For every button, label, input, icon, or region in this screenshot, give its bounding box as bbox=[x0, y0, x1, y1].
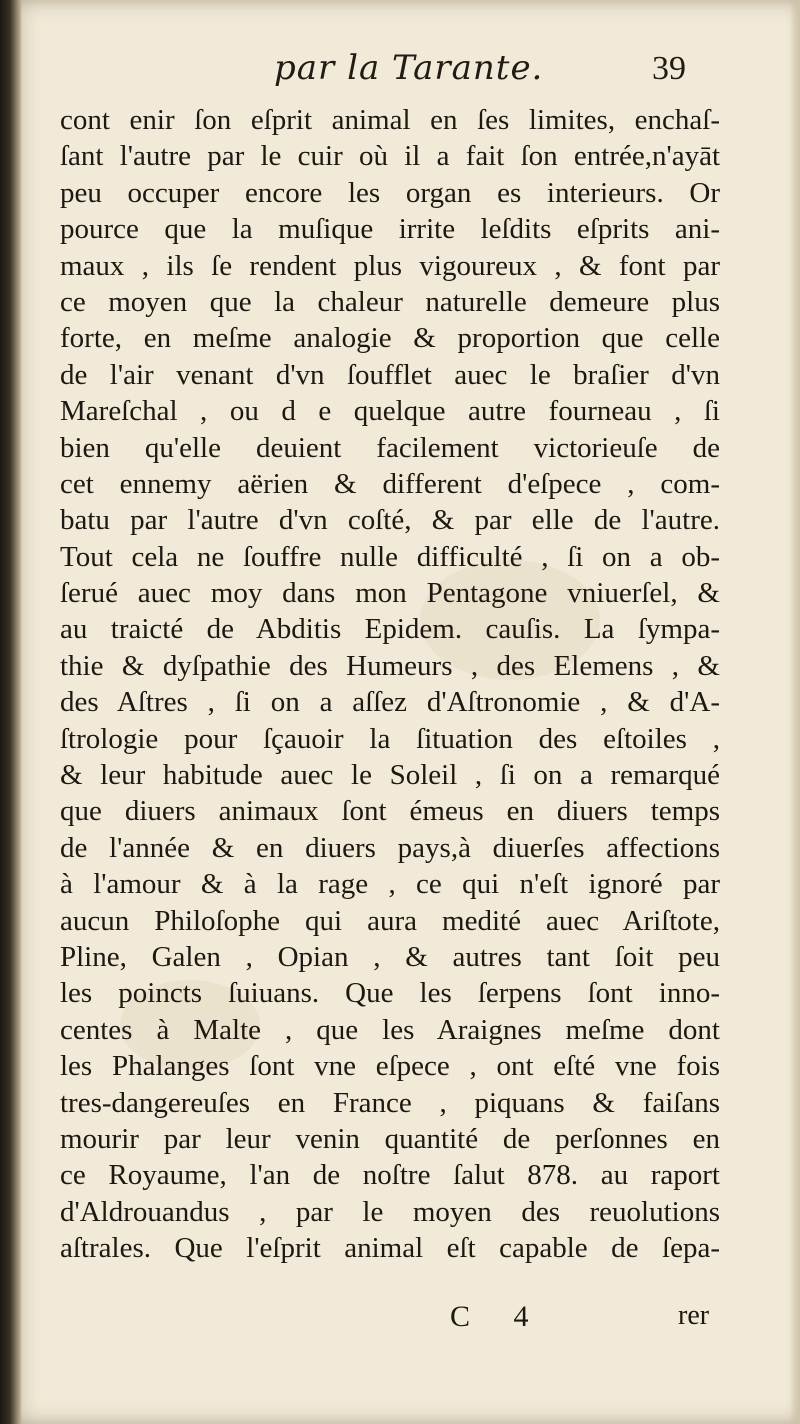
text-line: centes à Malte , que les Araignes meſme dont bbox=[60, 1013, 720, 1046]
text-line: pource que la muſique irrite leſdits eſprits ani- bbox=[60, 213, 720, 246]
text-line: peu occuper encore les organ es interieurs. Or bbox=[60, 176, 720, 209]
text-line: cont enir ſon eſprit animal en ſes limites, enchaſ- bbox=[60, 104, 720, 136]
catchword: rer bbox=[678, 1300, 710, 1331]
signature-mark: C 4 bbox=[450, 1300, 547, 1333]
text-line: ſant l'autre par le cuir où il a fait ſon entrée,n'ayāt bbox=[60, 140, 720, 173]
text-line: de l'année & en diuers pays,à diuerſes affections bbox=[60, 831, 720, 864]
text-line: ce Royaume, l'an de noſtre ſalut 878. au raport bbox=[60, 1159, 720, 1192]
text-line: cet ennemy aërien & different d'eſpece , com- bbox=[60, 467, 720, 500]
page-number: 39 bbox=[652, 50, 686, 87]
body-text bbox=[60, 102, 720, 1267]
text-line: ce moyen que la chaleur naturelle demeure plus bbox=[60, 285, 720, 318]
text-line: d'Aldrouandus , par le moyen des reuolutions bbox=[60, 1195, 720, 1228]
text-line: maux , ils ſe rendent plus vigoureux , & font par bbox=[60, 249, 720, 282]
text-line: de l'air venant d'vn ſoufflet auec le braſier d'vn bbox=[60, 358, 720, 391]
page-header bbox=[60, 48, 760, 108]
page-footer bbox=[60, 1300, 740, 1340]
text-line: aſtrales. Que l'eſprit animal eſt capable de ſepa- bbox=[60, 1232, 720, 1265]
page-edge bbox=[790, 0, 800, 1424]
text-line: tres-dangereuſes en France , piquans & faiſans bbox=[60, 1086, 720, 1119]
running-title: par la Tarante. bbox=[274, 48, 544, 88]
text-line: des Aſtres , ſi on a aſſez d'Aſtronomie , & d'A- bbox=[60, 686, 720, 719]
text-line: les poincts ſuiuans. Que les ſerpens ſont inno- bbox=[60, 977, 720, 1010]
text-line: batu par l'autre d'vn coſté, & par elle de l'autre. bbox=[60, 504, 720, 537]
text-line: & leur habitude auec le Soleil , ſi on a remarqué bbox=[60, 759, 720, 792]
text-line: Tout cela ne ſouffre nulle difficulté , ſi on a ob- bbox=[60, 540, 720, 573]
text-line: Mareſchal , ou d e quelque autre fourneau , ſi bbox=[60, 395, 720, 428]
text-line: au traicté de Abditis Epidem. cauſis. La ſympa- bbox=[60, 613, 720, 646]
text-line: Pline, Galen , Opian , & autres tant ſoit peu bbox=[60, 940, 720, 973]
text-line: à l'amour & à la rage , ce qui n'eſt ignoré par bbox=[60, 868, 720, 901]
text-line: que diuers animaux ſont émeus en diuers temps bbox=[60, 795, 720, 828]
book-gutter-shadow bbox=[0, 0, 22, 1424]
text-line: les Phalanges ſont vne eſpece , ont eſté vne fois bbox=[60, 1050, 720, 1083]
text-line: mourir par leur venin quantité de perſonnes en bbox=[60, 1122, 720, 1155]
text-line: bien qu'elle deuient facilement victorieuſe de bbox=[60, 431, 720, 464]
text-line: forte, en meſme analogie & proportion que celle bbox=[60, 322, 720, 355]
text-line: aucun Philoſophe qui aura medité auec Ariſtote, bbox=[60, 904, 720, 937]
text-line: ſtrologie pour ſçauoir la ſituation des eſtoiles , bbox=[60, 722, 720, 755]
text-line: ſerué auec moy dans mon Pentagone vniuerſel, & bbox=[60, 577, 720, 610]
text-line: thie & dyſpathie des Humeurs , des Elemens , & bbox=[60, 649, 720, 682]
